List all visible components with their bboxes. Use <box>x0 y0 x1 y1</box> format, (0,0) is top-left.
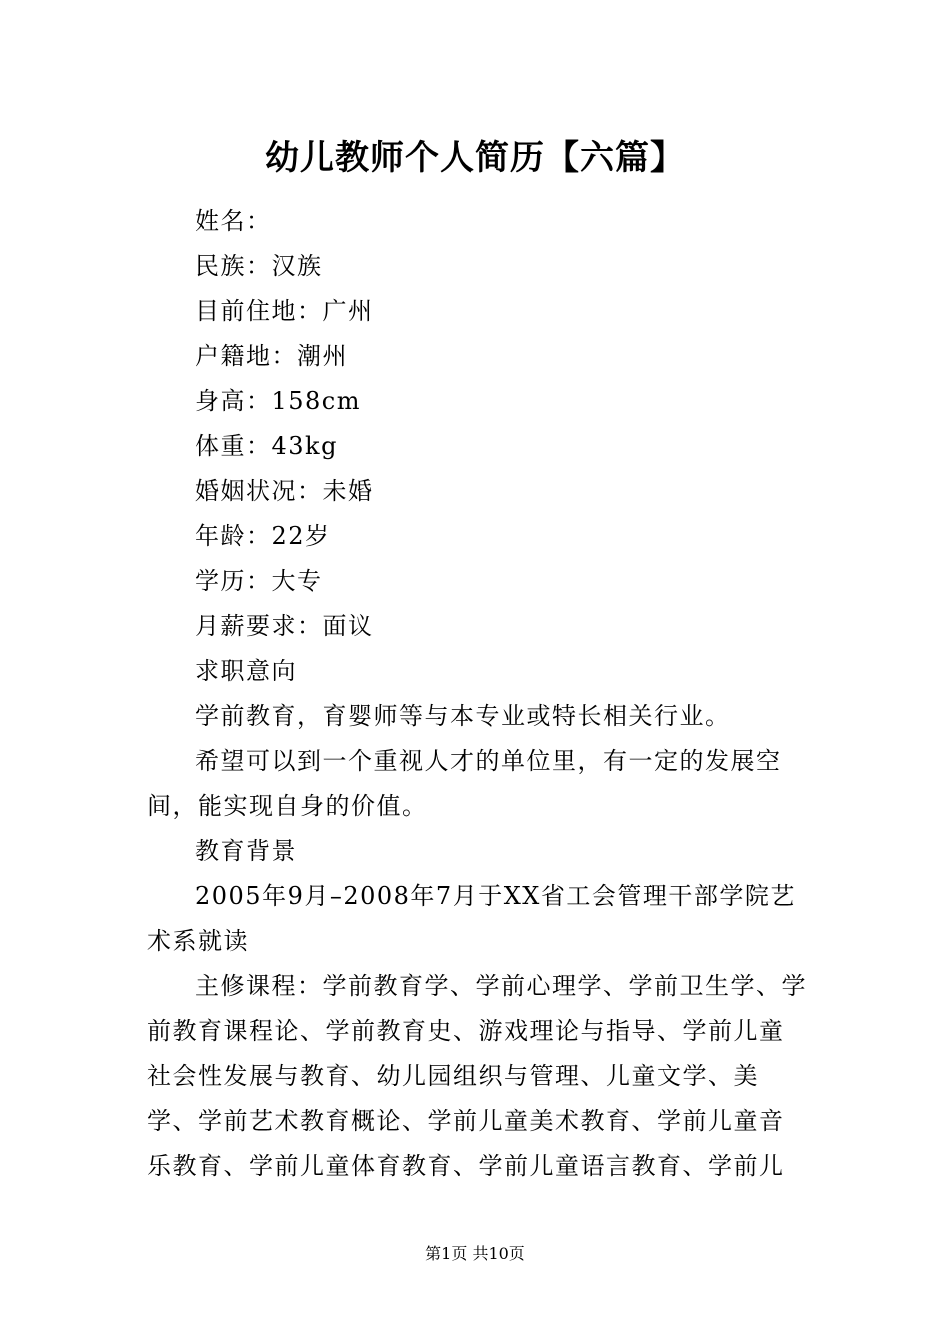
paragraph-career-hope: 希望可以到一个重视人才的单位里，有一定的发展空间，能实现自身的价值。 <box>147 747 782 820</box>
paragraph-weight: 体重：43kg <box>195 432 338 460</box>
page-footer: 第1页 共10页 <box>425 1244 525 1263</box>
paragraph-ethnicity: 民族：汉族 <box>195 252 323 280</box>
section-heading-education-background: 教育背景 <box>195 837 297 865</box>
paragraph-education-period: 2005年9月–2008年7月于XX省工会管理干部学院艺术系就读 <box>147 882 796 955</box>
section-heading-job-intention: 求职意向 <box>195 657 297 685</box>
paragraph-age: 年龄：22岁 <box>195 522 331 550</box>
paragraph-household-registration: 户籍地：潮州 <box>195 342 348 370</box>
paragraph-current-residence: 目前住地：广州 <box>195 297 374 325</box>
paragraph-job-intention-detail: 学前教育，育婴师等与本专业或特长相关行业。 <box>195 702 731 730</box>
paragraph-name: 姓名： <box>195 207 272 235</box>
paragraph-salary-expectation: 月薪要求：面议 <box>195 612 374 640</box>
document-body <box>147 199 807 1189</box>
paragraph-major-courses: 主修课程：学前教育学、学前心理学、学前卫生学、学前教育课程论、学前教育史、游戏理论与指导、学前儿童社会性发展与教育、幼儿园组织与管理、儿童文学、美学、学前艺术教育概论、学前儿童美术教育、学前儿童音乐教育、学前儿童体育教育、学前儿童语言教育、学前儿 <box>147 972 807 1180</box>
paragraph-height: 身高：158cm <box>195 387 362 415</box>
document-title: 幼儿教师个人简历【六篇】 <box>265 138 685 178</box>
paragraph-education-level: 学历：大专 <box>195 567 323 595</box>
paragraph-marital-status: 婚姻状况：未婚 <box>195 477 374 505</box>
